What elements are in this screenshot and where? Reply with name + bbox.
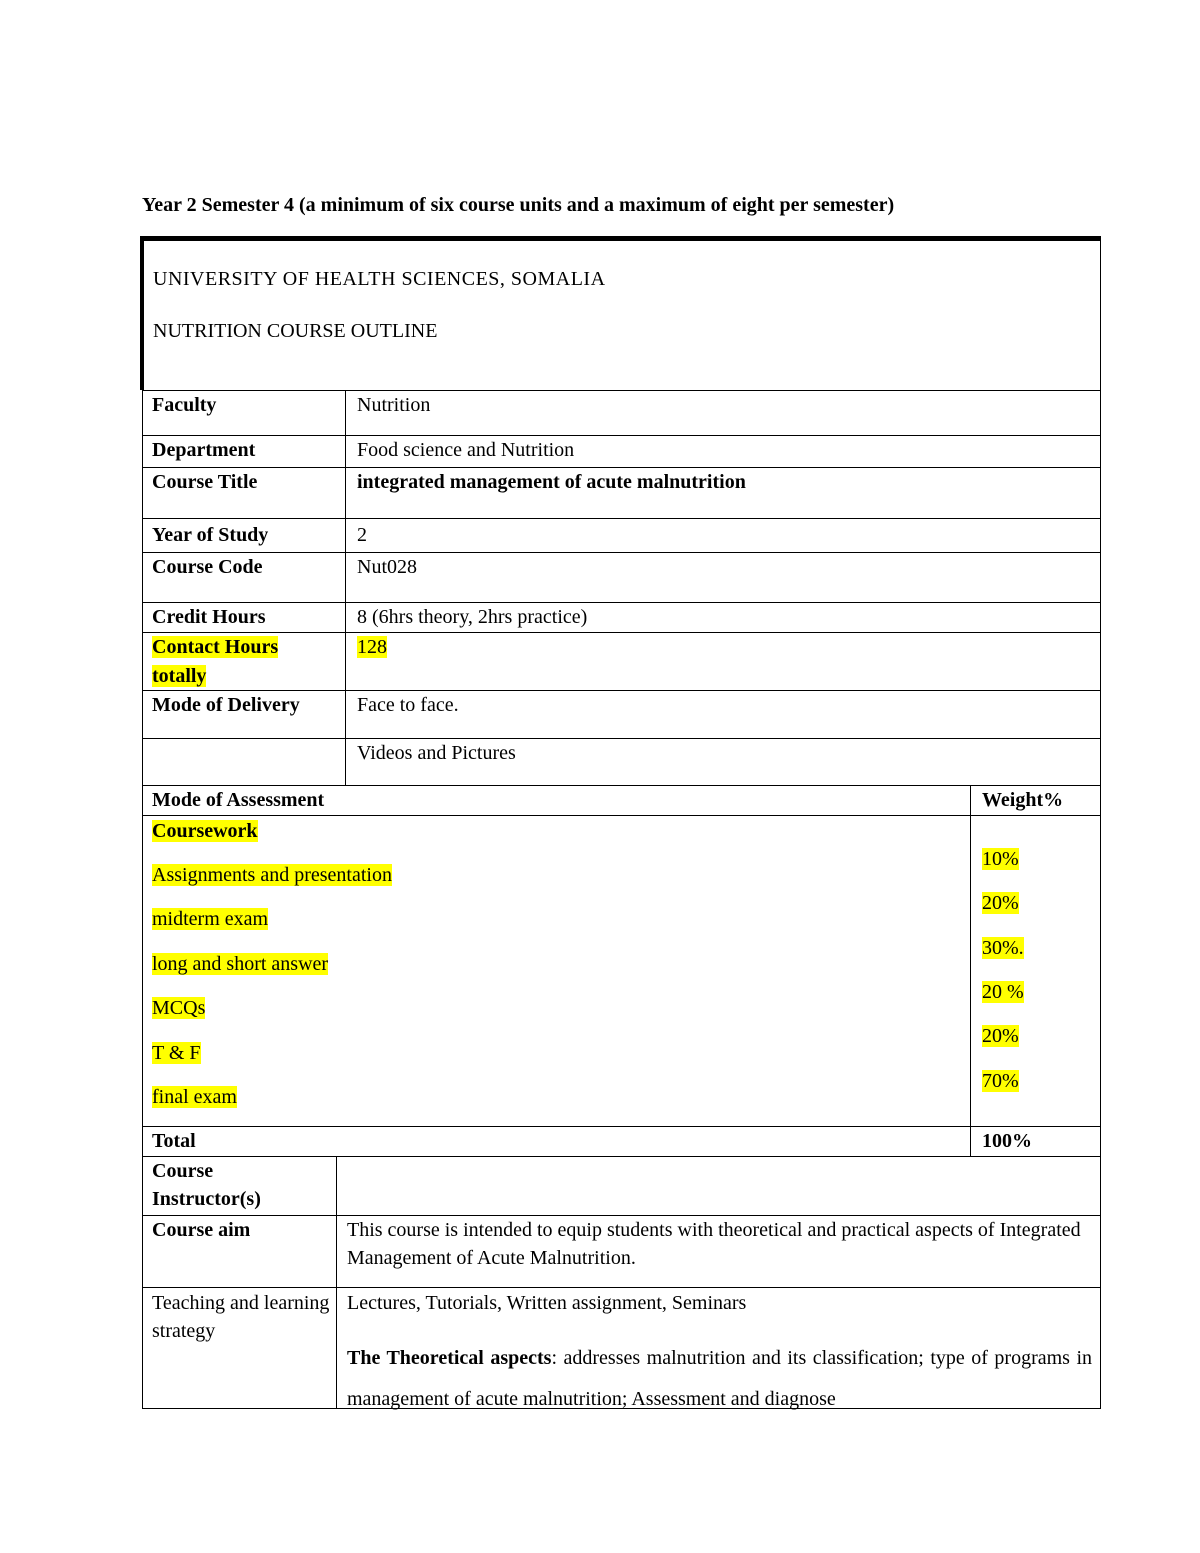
department-label: Department: [152, 439, 256, 461]
course-outline-title: NUTRITION COURSE OUTLINE: [153, 320, 438, 342]
contact-hours-label-2: totally: [152, 665, 207, 687]
delivery-value-2: Videos and Pictures: [357, 742, 516, 764]
strategy-label: Teaching and learning strategy: [152, 1292, 330, 1342]
assessment-item-label: MCQs: [152, 997, 206, 1019]
delivery-label: Mode of Delivery: [152, 694, 300, 716]
strategy-theory: [347, 1338, 1092, 1420]
year-label: Year of Study: [152, 524, 269, 546]
course-title-label: Course Title: [152, 471, 258, 493]
strategy-methods: Lectures, Tutorials, Written assignment, Seminars: [347, 1292, 747, 1314]
assessment-item-label: final exam: [152, 1086, 237, 1108]
faculty-value: Nutrition: [357, 394, 431, 416]
assessment-item-label: long and short answer: [152, 953, 329, 975]
theory-text: : addresses malnutrition and its classification; type of programs in management of acute malnutrition; Assessment and diagnose: [347, 1347, 1092, 1410]
delivery-value-1: Face to face.: [357, 694, 459, 716]
total-label: Total: [152, 1130, 196, 1152]
table-top-border: [140, 236, 1101, 241]
course-title-value: integrated management of acute malnutrition: [357, 471, 746, 493]
year-value: 2: [357, 524, 367, 546]
assessment-item-label: T & F: [152, 1042, 201, 1064]
assessment-item-weight: 10%: [982, 848, 1019, 870]
assessment-item-weight: 20%: [982, 1025, 1019, 1047]
credit-hours-value: 8 (6hrs theory, 2hrs practice): [357, 606, 588, 628]
course-code-value: Nut028: [357, 556, 417, 578]
assessment-item-label: Assignments and presentation: [152, 864, 392, 886]
weight-header: Weight%: [982, 789, 1064, 811]
course-aim-label: Course aim: [152, 1219, 251, 1241]
coursework-label: Coursework: [152, 820, 258, 842]
department-value: Food science and Nutrition: [357, 439, 575, 461]
university-name: UNIVERSITY OF HEALTH SCIENCES, SOMALIA: [153, 268, 606, 290]
assessment-item-weight: 70%: [982, 1070, 1019, 1092]
assessment-item-weight: 20%: [982, 892, 1019, 914]
instructor-label-2: Instructor(s): [152, 1188, 261, 1210]
table-left-thick-border: [140, 236, 144, 390]
assessment-item-label: midterm exam: [152, 908, 269, 930]
contact-hours-label: Contact Hours: [152, 636, 279, 658]
course-aim-value: This course is intended to equip students with theoretical and practical aspects of Integrated Management of Acute Malnutrition.: [347, 1219, 1081, 1269]
assessment-item-weight: 30%.: [982, 937, 1024, 959]
total-value: 100%: [982, 1130, 1032, 1152]
page-heading: Year 2 Semester 4 (a minimum of six course units and a maximum of eight per semester): [142, 194, 895, 216]
credit-hours-label: Credit Hours: [152, 606, 266, 628]
contact-hours-value: 128: [357, 636, 387, 658]
assessment-header: Mode of Assessment: [152, 789, 325, 811]
faculty-label: Faculty: [152, 394, 217, 416]
course-code-label: Course Code: [152, 556, 263, 578]
instructor-label: Course: [152, 1160, 214, 1182]
theory-label: The Theoretical aspects: [347, 1347, 552, 1369]
assessment-item-weight: 20 %: [982, 981, 1024, 1003]
